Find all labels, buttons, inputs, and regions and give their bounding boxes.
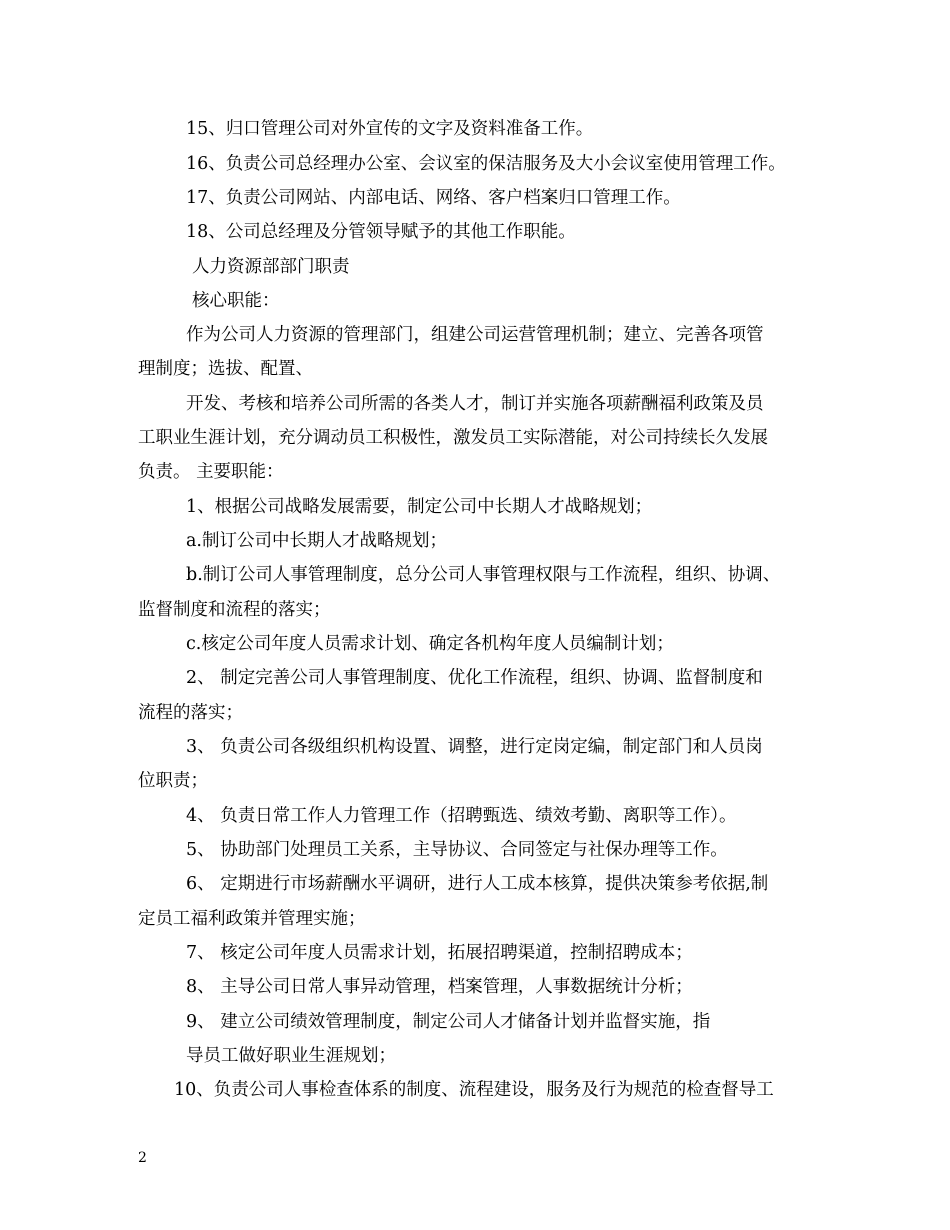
text-line: 流程的落实；: [138, 703, 243, 723]
text-line: 16、负责公司总经理办公室、会议室的保洁服务及大小会议室使用管理工作。: [186, 154, 786, 174]
text-line: 开发、考核和培养公司所需的各类人才，制订并实施各项薪酬福利政策及员: [186, 394, 764, 414]
text-line: 作为公司人力资源的管理部门，组建公司运营管理机制；建立、完善各项管: [186, 325, 764, 345]
text-line: 3、 负责公司各级组织机构设置、调整，进行定岗定编，制定部门和人员岗: [186, 737, 763, 757]
text-line: 2、 制定完善公司人事管理制度、优化工作流程，组织、协调、监督制度和: [186, 668, 763, 688]
text-line: 导员工做好职业生涯规划；: [186, 1046, 396, 1066]
section-heading: 人力资源部部门职责: [192, 257, 350, 277]
text-line: 4、 负责日常工作人力管理工作（招聘甄选、绩效考勤、离职等工作）。: [186, 806, 737, 826]
text-line: 定员工福利政策并管理实施；: [138, 909, 366, 929]
text-line: 5、 协助部门处理员工关系，主导协议、合同签定与社保办理等工作。: [186, 840, 728, 860]
page-number: 2: [138, 1150, 147, 1166]
text-line: 10、负责公司人事检查体系的制度、流程建设，服务及行为规范的检查督导工: [174, 1080, 774, 1100]
text-line: 1、根据公司战略发展需要，制定公司中长期人才战略规划；: [186, 497, 653, 517]
text-line: 监督制度和流程的落实；: [138, 600, 331, 620]
text-line: 理制度；选拔、配置、: [138, 359, 313, 379]
text-line: 15、归口管理公司对外宣传的文字及资料准备工作。: [186, 119, 594, 139]
text-line: 9、 建立公司绩效管理制度，制定公司人才储备计划并监督实施，指: [186, 1012, 711, 1032]
text-line: c.核定公司年度人员需求计划、确定各机构年度人员编制计划；: [186, 634, 674, 654]
text-line: 6、 定期进行市场薪酬水平调研，进行人工成本核算，提供决策参考依据,制: [186, 874, 769, 894]
text-line: 位职责；: [138, 771, 208, 791]
text-line: 负责。 主要职能：: [138, 462, 284, 482]
text-line: b.制订公司人事管理制度，总分公司人事管理权限与工作流程，组织、协调、: [186, 565, 781, 585]
text-line: 18、公司总经理及分管领导赋予的其他工作职能。: [186, 222, 576, 242]
text-line: 17、负责公司网站、内部电话、网络、客户档案归口管理工作。: [186, 188, 681, 208]
text-line: 8、 主导公司日常人事异动管理，档案管理，人事数据统计分析；: [186, 977, 693, 997]
text-line: a.制订公司中长期人才战略规划；: [186, 531, 447, 551]
subheading: 核心职能：: [192, 291, 280, 311]
text-line: 工职业生涯计划，充分调动员工积极性，激发员工实际潜能，对公司持续长久发展: [138, 428, 768, 448]
text-line: 7、 核定公司年度人员需求计划，拓展招聘渠道，控制招聘成本；: [186, 943, 693, 963]
